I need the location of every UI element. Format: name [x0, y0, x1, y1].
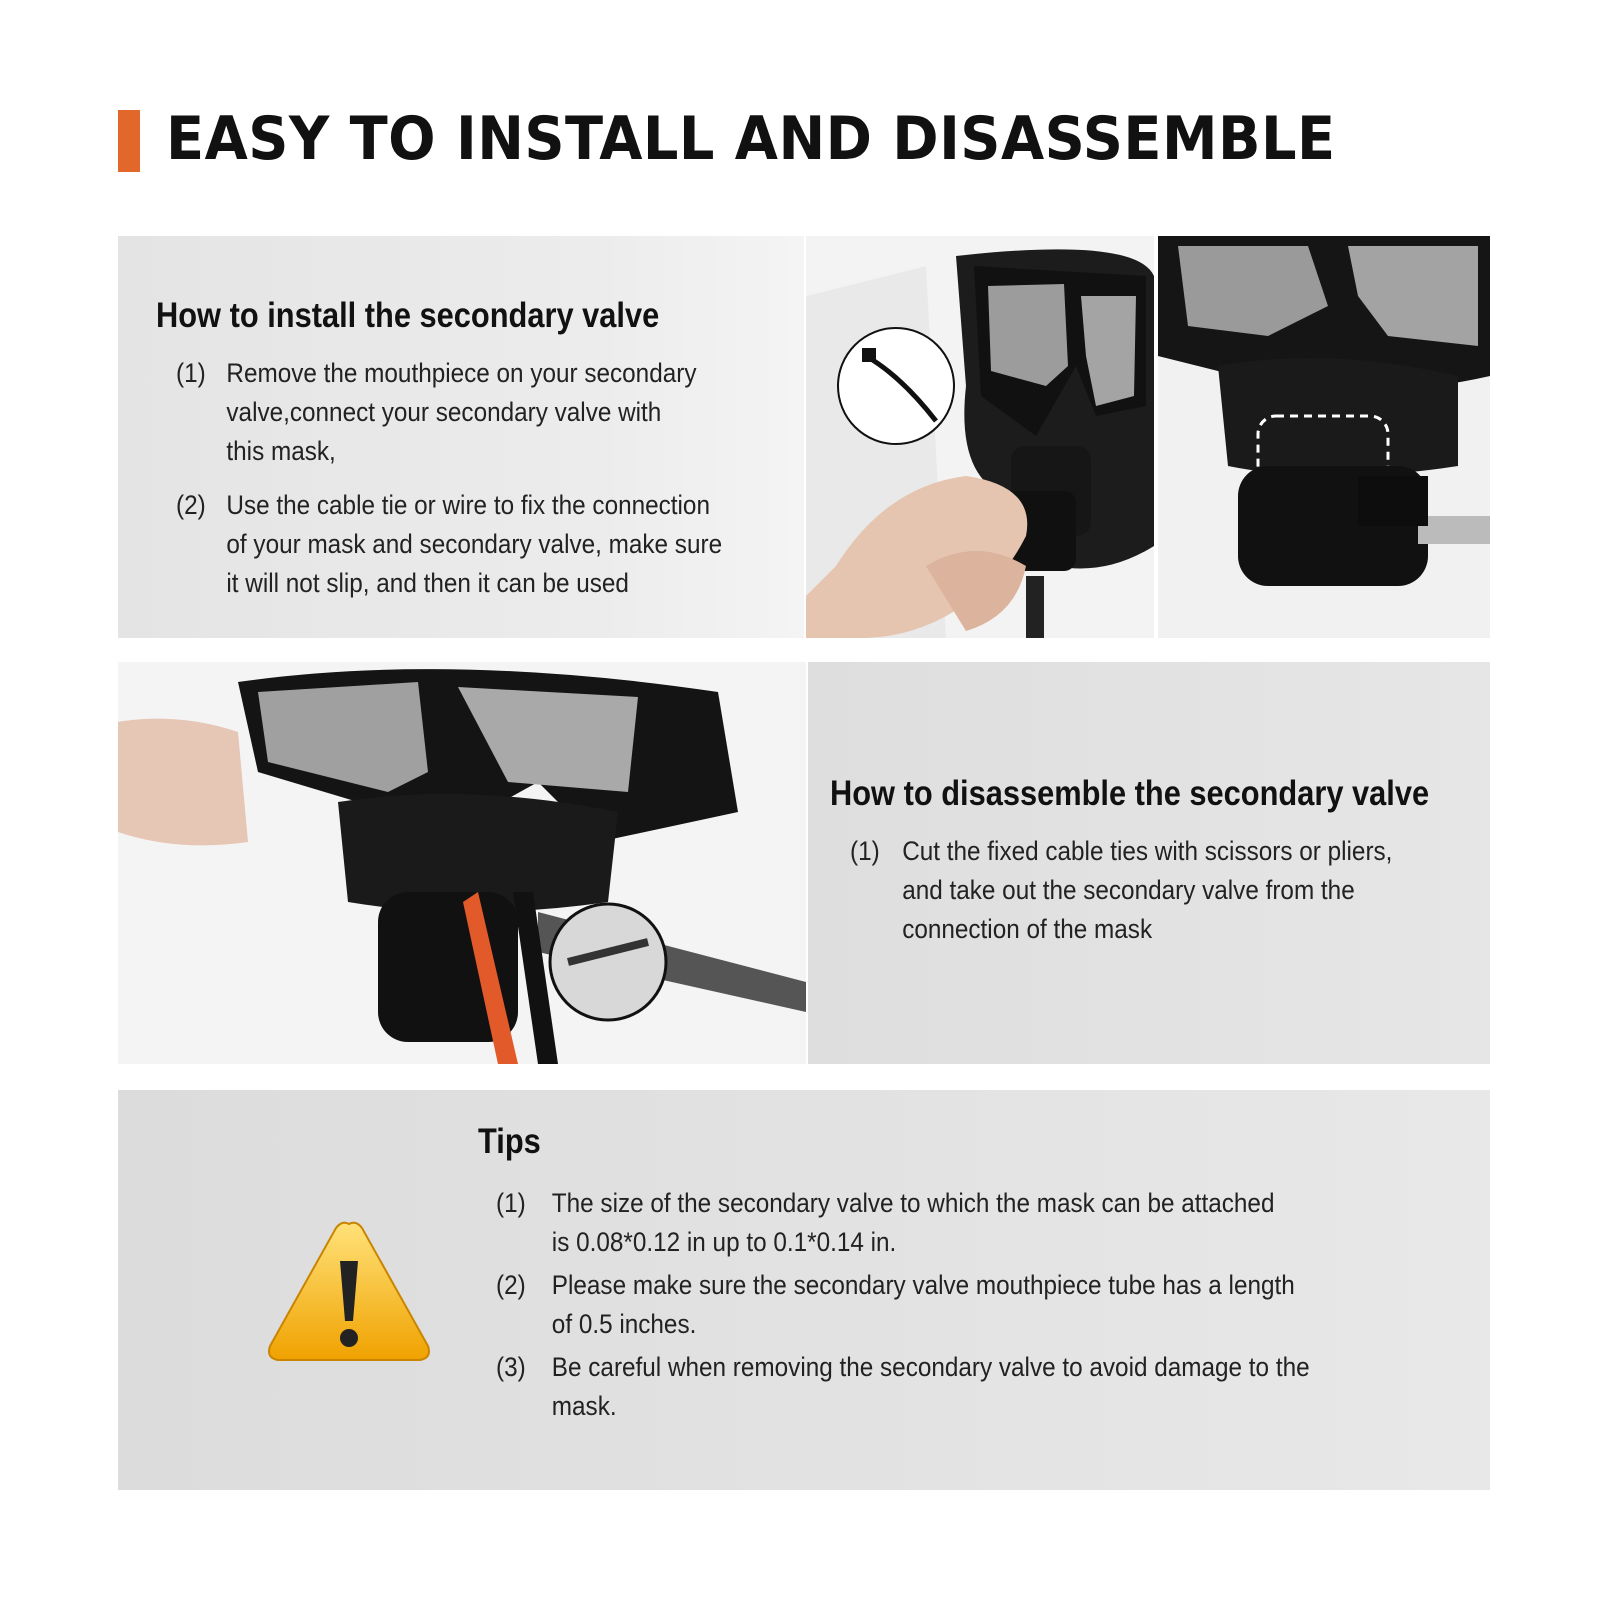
tips-item-3-text: Be careful when removing the secondary valve to avoid damage to the mask.	[551, 1352, 1310, 1421]
tips-item-1-number: (1)	[496, 1188, 526, 1218]
install-heading: How to install the secondary valve	[156, 296, 660, 335]
valve-connection-closeup-photo	[1158, 236, 1490, 638]
pliers-cutting-cable-tie-photo	[118, 662, 806, 1064]
disassemble-step-1-text: Cut the fixed cable ties with scissors or pliers, and take out the secondary valve from the connection of the mask	[902, 836, 1393, 944]
tips-item-1-text: The size of the secondary valve to which the mask can be attached is 0.08*0.12 in up to 0.1*0.14 in.	[551, 1188, 1275, 1257]
install-step-2	[176, 486, 752, 606]
tips-item-2-text: Please make sure the secondary valve mouthpiece tube has a length of 0.5 inches.	[551, 1270, 1295, 1339]
disassemble-heading: How to disassemble the secondary valve	[830, 774, 1430, 813]
hand-attaching-valve-photo	[806, 236, 1154, 638]
tips-item-2-number: (2)	[496, 1270, 526, 1300]
page-title: EASY TO INSTALL AND DISASSEMBLE	[166, 104, 1336, 174]
install-step-1-text: Remove the mouthpiece on your secondary valve,connect your secondary valve with this mask,	[226, 358, 697, 466]
warning-icon	[264, 1216, 434, 1366]
tips-item-1	[496, 1184, 1378, 1266]
install-step-2-number: (2)	[176, 490, 206, 520]
disassemble-step-1	[850, 832, 1426, 952]
tips-item-2	[496, 1266, 1378, 1348]
install-step-2-text: Use the cable tie or wire to fix the connection of your mask and secondary valve, make sure it will not slip, and then it can be used	[226, 490, 723, 598]
tips-heading: Tips	[478, 1122, 541, 1161]
install-step-1-number: (1)	[176, 358, 206, 388]
tips-item-3-number: (3)	[496, 1352, 526, 1382]
disassemble-step-1-number: (1)	[850, 836, 880, 866]
tips-item-3	[496, 1348, 1378, 1430]
title-accent-bar	[118, 110, 140, 172]
install-step-1	[176, 354, 716, 474]
